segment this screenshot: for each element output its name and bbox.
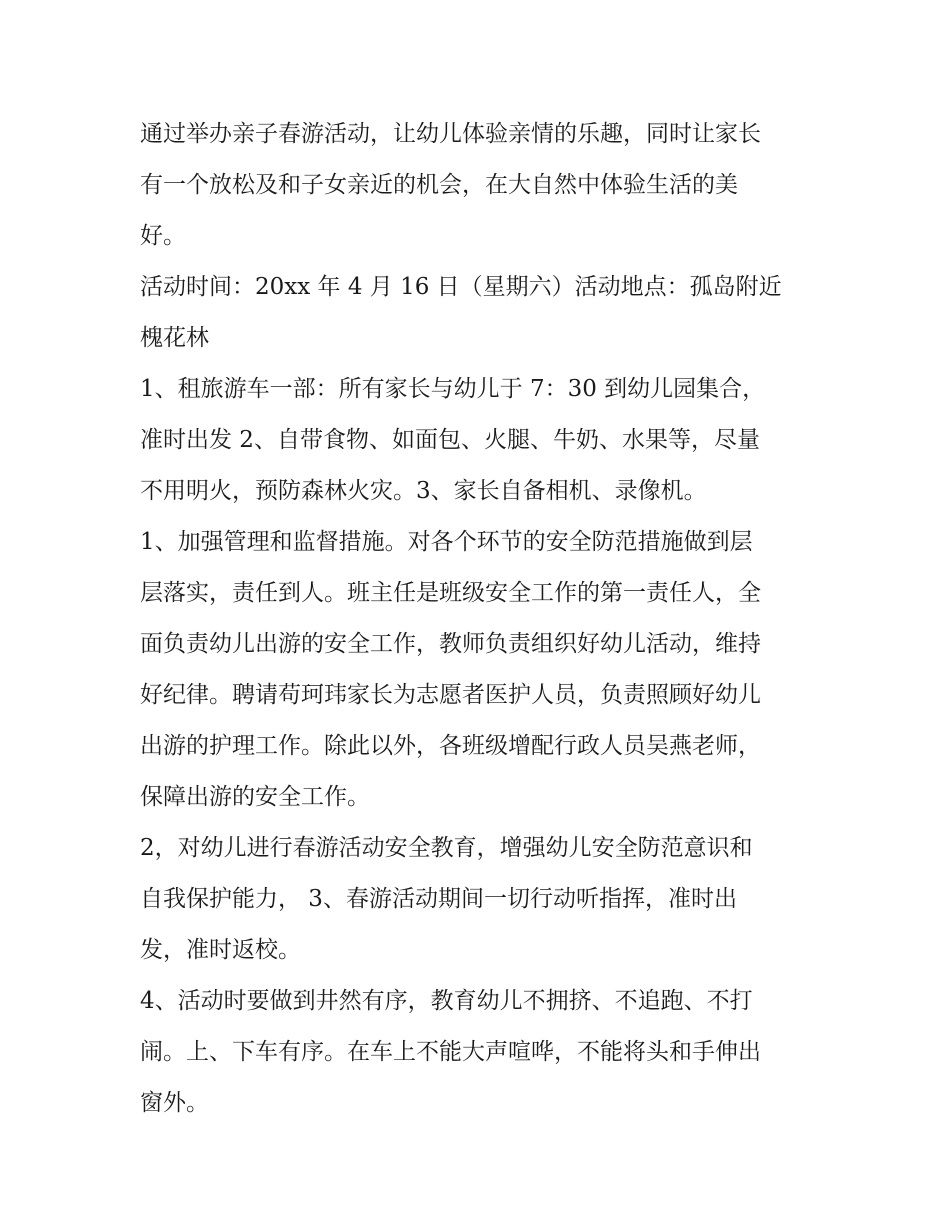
paragraph-purpose: [140, 109, 812, 262]
paragraph-management: [140, 517, 812, 823]
text-line: 活动时间：20xx 年 4 月 16 日（星期六）活动地点：孤岛附近: [140, 274, 782, 300]
text-line: 出游的护理工作。除此以外，各班级增配行政人员吴燕老师，: [140, 733, 761, 759]
text-line: 自我保护能力， 3、春游活动期间一切行动听指挥，准时出: [140, 886, 737, 912]
text-line: 层落实，责任到人。班主任是班级安全工作的第一责任人，全: [140, 580, 761, 606]
text-line: 4、活动时要做到井然有序，教育幼儿不拥挤、不追跑、不打: [140, 988, 753, 1014]
text-line: 面负责幼儿出游的安全工作，教师负责组织好幼儿活动，维持: [140, 631, 761, 657]
text-line: 好纪律。聘请苟珂玮家长为志愿者医护人员，负责照顾好幼儿: [140, 682, 761, 708]
text-line: 1、租旅游车一部：所有家长与幼儿于 7：30 到幼儿园集合，: [140, 376, 766, 402]
text-line: 好。: [140, 223, 186, 249]
text-line: 发，准时返校。: [140, 937, 301, 963]
text-line: 有一个放松及和子女亲近的机会，在大自然中体验生活的美: [140, 172, 738, 198]
text-line: 闹。上、下车有序。在车上不能大声喧哗，不能将头和手伸出: [140, 1039, 761, 1065]
document-body: [140, 109, 812, 1129]
paragraph-safety-education: [140, 823, 812, 976]
text-line: 不用明火，预防森林火灾。3、家长自备相机、录像机。: [140, 478, 707, 504]
text-line: 通过举办亲子春游活动，让幼儿体验亲情的乐趣，同时让家长: [140, 121, 761, 147]
paragraph-order: [140, 976, 812, 1129]
paragraph-arrangements: [140, 364, 812, 517]
text-line: 槐花林: [140, 325, 209, 351]
paragraph-time-location: [140, 262, 812, 364]
text-line: 窗外。: [140, 1090, 209, 1116]
text-line: 2，对幼儿进行春游活动安全教育，增强幼儿安全防范意识和: [140, 835, 753, 861]
text-line: 保障出游的安全工作。: [140, 784, 370, 810]
text-line: 准时出发 2、自带食物、如面包、火腿、牛奶、水果等，尽量: [140, 427, 760, 453]
text-line: 1、加强管理和监督措施。对各个环节的安全防范措施做到层: [140, 529, 753, 555]
